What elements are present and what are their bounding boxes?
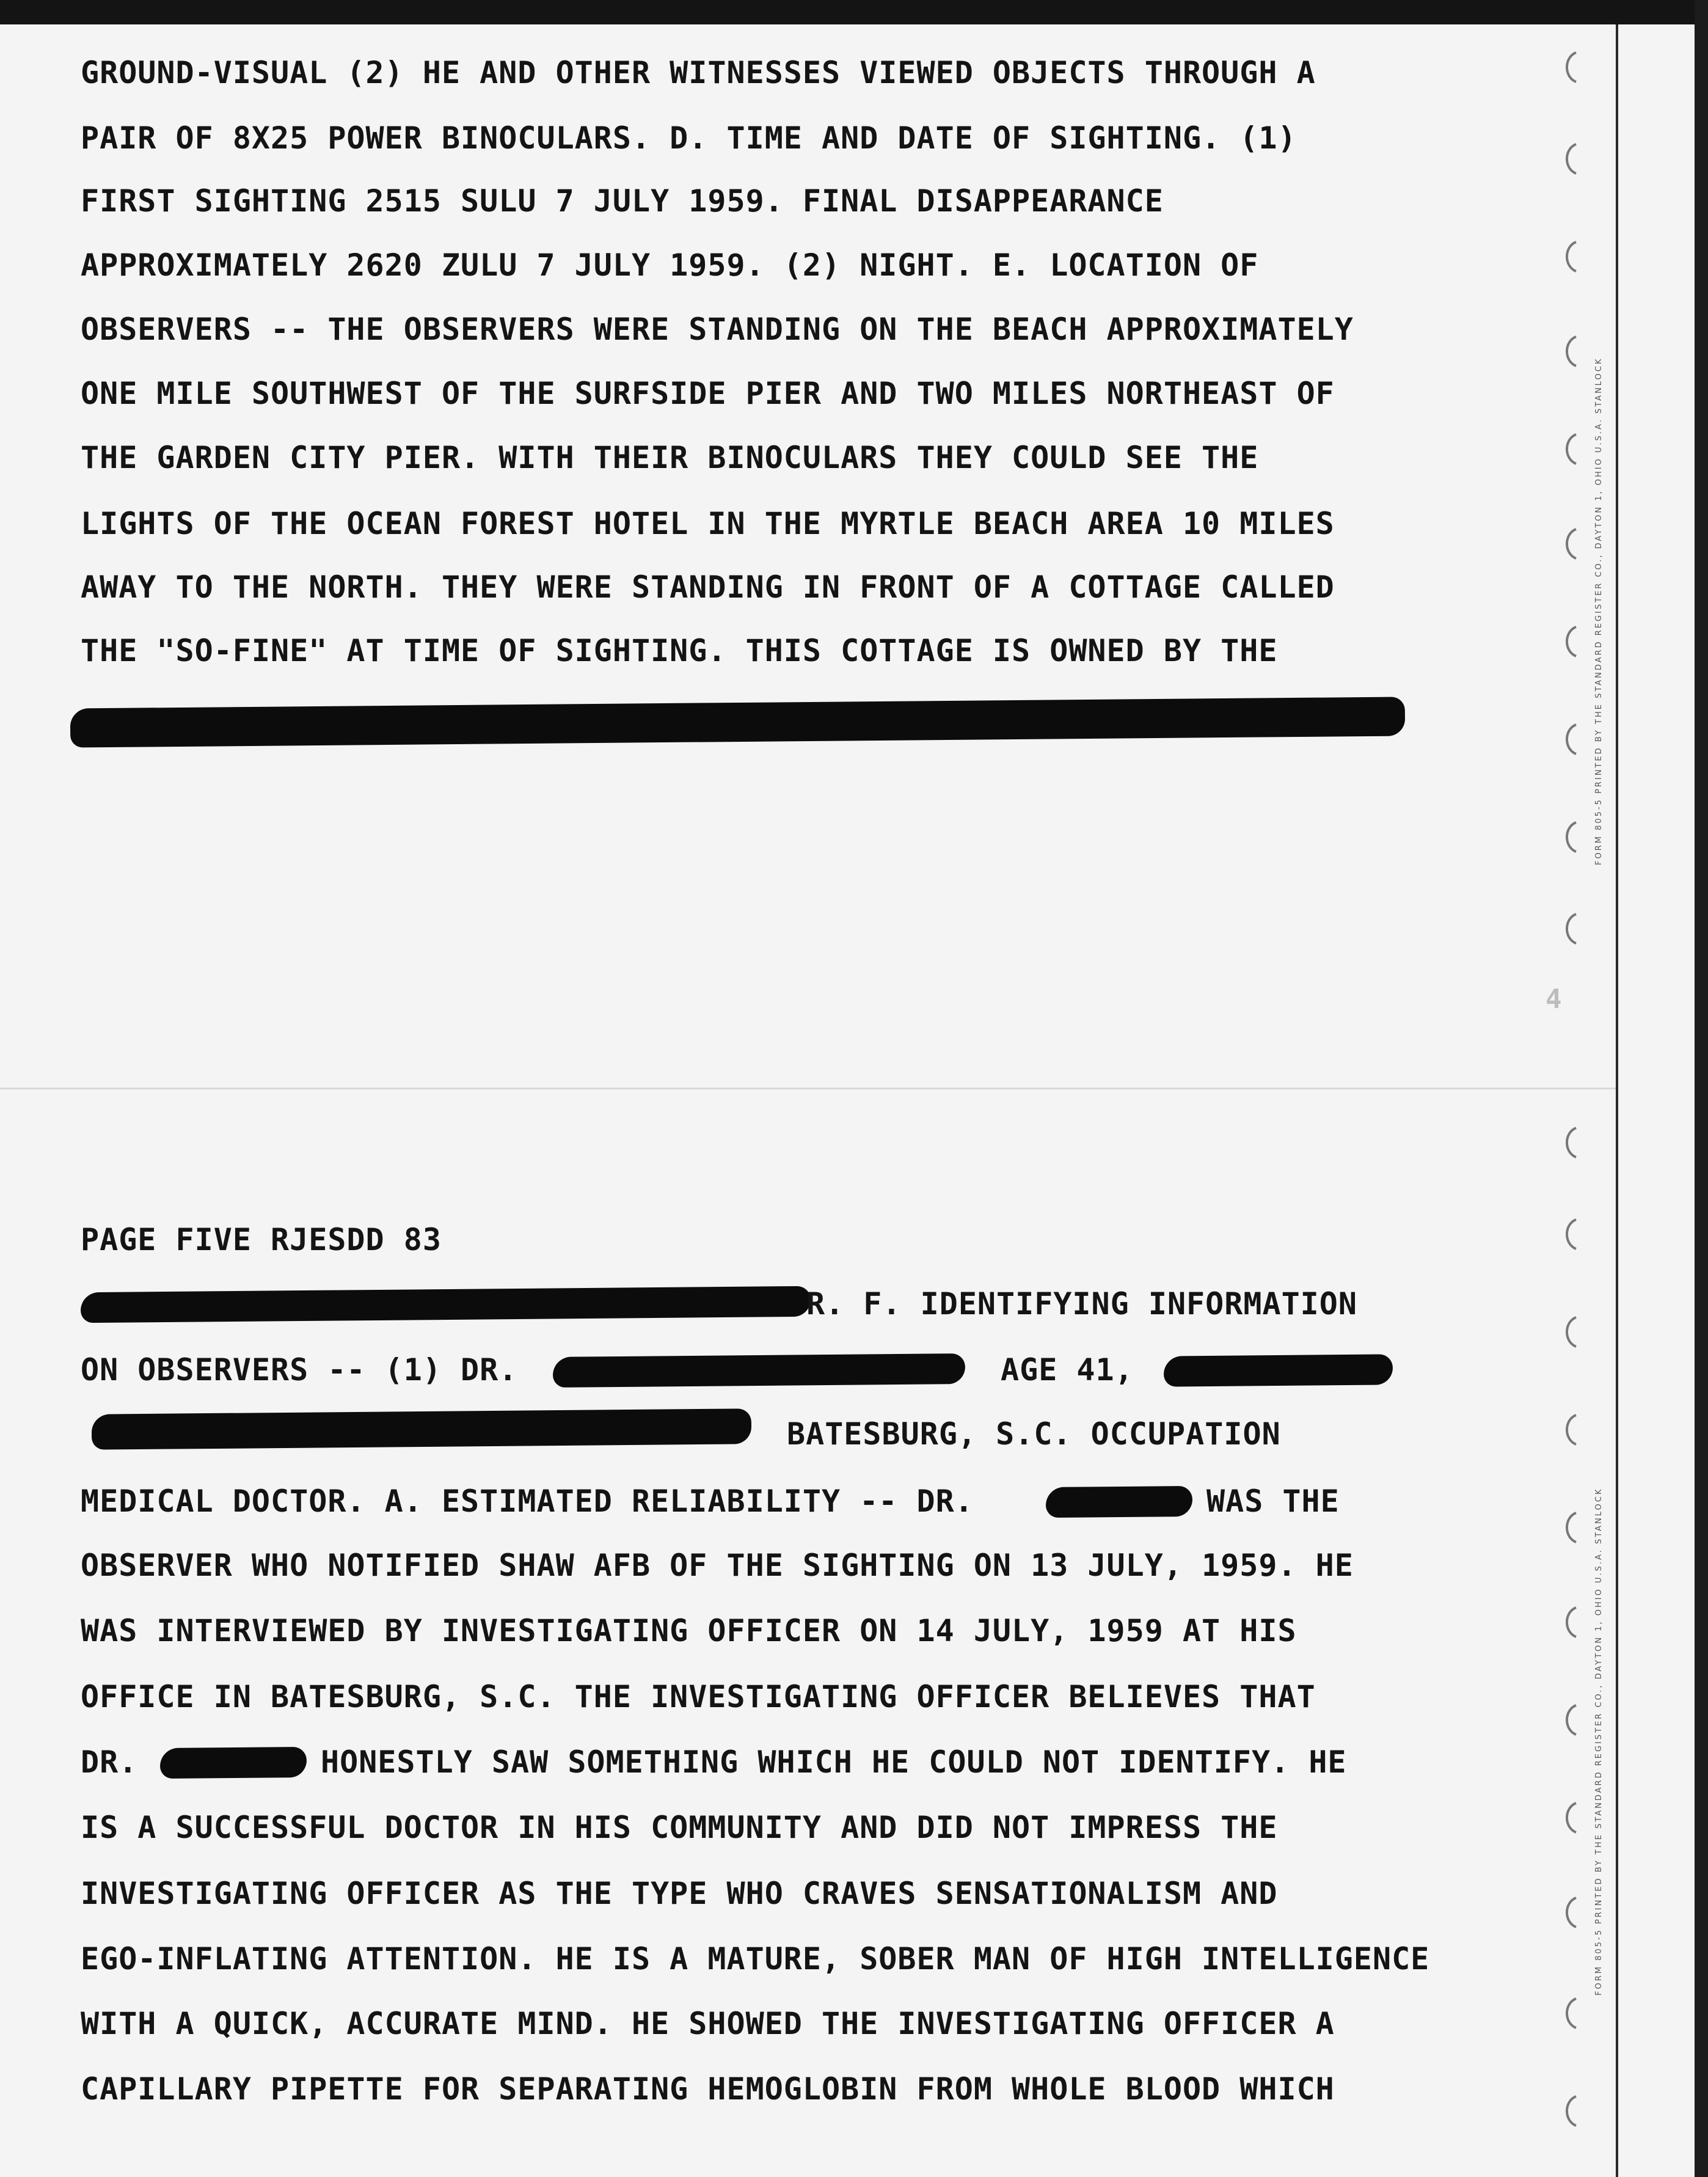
redaction-bar — [81, 1286, 811, 1323]
text-line: R. F. IDENTIFYING INFORMATION — [806, 1286, 1357, 1322]
text-line: ON OBSERVERS -- (1) DR. — [81, 1352, 518, 1388]
redaction-bar — [92, 1408, 751, 1449]
tractor-hole-icon — [1558, 333, 1582, 370]
scan-top-border — [0, 0, 1708, 24]
tractor-hole-icon — [1558, 819, 1582, 855]
tractor-hole-icon — [1558, 238, 1582, 275]
form-margin-text-upper: FORM 805-5 PRINTED BY THE STANDARD REGISTER CO., DAYTON 1, OHIO U.S.A. STANLOCK — [1594, 357, 1604, 865]
text-line: GROUND-VISUAL (2) HE AND OTHER WITNESSES VIEWED OBJECTS THROUGH A — [81, 55, 1316, 90]
text-line: MEDICAL DOCTOR. A. ESTIMATED RELIABILITY -- DR. — [81, 1484, 974, 1519]
text-line: OFFICE IN BATESBURG, S.C. THE INVESTIGATING OFFICER BELIEVES THAT — [81, 1679, 1316, 1714]
redaction-bar — [1046, 1486, 1192, 1518]
page-fold-line — [0, 1088, 1616, 1089]
tractor-hole-icon — [1558, 623, 1582, 660]
text-line: INVESTIGATING OFFICER AS THE TYPE WHO CRAVES SENSATIONALISM AND — [81, 1876, 1278, 1911]
tractor-hole-icon — [1558, 910, 1582, 947]
text-line: WAS INTERVIEWED BY INVESTIGATING OFFICER ON 14 JULY, 1959 AT HIS — [81, 1613, 1297, 1648]
tractor-hole-icon — [1558, 1411, 1582, 1448]
tractor-hole-icon — [1558, 1124, 1582, 1161]
text-line: WAS THE — [1206, 1484, 1340, 1519]
redaction-bar — [160, 1747, 307, 1779]
tractor-hole-icon — [1558, 1799, 1582, 1836]
text-line: FIRST SIGHTING 2515 SULU 7 JULY 1959. FINAL DISAPPEARANCE — [81, 183, 1164, 219]
tractor-hole-icon — [1558, 1509, 1582, 1546]
margin-rule — [1616, 24, 1618, 2177]
text-line: THE GARDEN CITY PIER. WITH THEIR BINOCULARS THEY COULD SEE THE — [81, 440, 1259, 475]
document-page — [0, 24, 1695, 2177]
text-line: EGO-INFLATING ATTENTION. HE IS A MATURE, SOBER MAN OF HIGH INTELLIGENCE — [81, 1941, 1430, 1977]
text-line: OBSERVERS -- THE OBSERVERS WERE STANDING ON THE BEACH APPROXIMATELY — [81, 312, 1354, 347]
text-line: IS A SUCCESSFUL DOCTOR IN HIS COMMUNITY AND DID NOT IMPRESS THE — [81, 1810, 1278, 1845]
text-line: AWAY TO THE NORTH. THEY WERE STANDING IN FRONT OF A COTTAGE CALLED — [81, 569, 1335, 605]
text-line: HONESTLY SAW SOMETHING WHICH HE COULD NOT IDENTIFY. HE — [321, 1744, 1347, 1780]
tractor-hole-icon — [1558, 431, 1582, 467]
tractor-hole-icon — [1558, 1894, 1582, 1931]
text-line: APPROXIMATELY 2620 ZULU 7 JULY 1959. (2) NIGHT. E. LOCATION OF — [81, 247, 1259, 283]
text-line: THE "SO-FINE" AT TIME OF SIGHTING. THIS COTTAGE IS OWNED BY THE — [81, 633, 1278, 668]
text-line: WITH A QUICK, ACCURATE MIND. HE SHOWED THE INVESTIGATING OFFICER A — [81, 2006, 1335, 2041]
text-line: CAPILLARY PIPETTE FOR SEPARATING HEMOGLOBIN FROM WHOLE BLOOD WHICH — [81, 2071, 1335, 2107]
scan-right-border — [1695, 0, 1708, 2177]
page-header: PAGE FIVE RJESDD 83 — [81, 1222, 442, 1257]
text-line: DR. — [81, 1744, 138, 1780]
tractor-hole-icon — [1558, 721, 1582, 758]
text-line: AGE 41, — [1001, 1352, 1134, 1388]
text-line: LIGHTS OF THE OCEAN FOREST HOTEL IN THE MYRTLE BEACH AREA 10 MILES — [81, 506, 1335, 541]
tractor-hole-icon — [1558, 525, 1582, 562]
text-line: PAIR OF 8X25 POWER BINOCULARS. D. TIME AND DATE OF SIGHTING. (1) — [81, 120, 1297, 156]
tractor-hole-icon — [1558, 1216, 1582, 1253]
tractor-hole-icon — [1558, 2093, 1582, 2129]
text-line: BATESBURG, S.C. OCCUPATION — [787, 1416, 1281, 1452]
tractor-hole-icon — [1558, 1314, 1582, 1350]
text-line: OBSERVER WHO NOTIFIED SHAW AFB OF THE SIGHTING ON 13 JULY, 1959. HE — [81, 1548, 1354, 1583]
tractor-hole-icon — [1558, 1604, 1582, 1641]
text-line: ONE MILE SOUTHWEST OF THE SURFSIDE PIER AND TWO MILES NORTHEAST OF — [81, 376, 1335, 411]
form-margin-text-lower: FORM 805-5 PRINTED BY THE STANDARD REGISTER CO., DAYTON 1, OHIO U.S.A. STANLOCK — [1594, 1487, 1604, 1996]
tractor-hole-icon — [1558, 1702, 1582, 1738]
tractor-hole-icon — [1558, 49, 1582, 86]
tractor-hole-icon — [1558, 141, 1582, 177]
faint-mark: 4 — [1546, 984, 1562, 1015]
redaction-bar — [1164, 1354, 1393, 1386]
redaction-bar — [553, 1353, 965, 1388]
tractor-hole-icon — [1558, 1995, 1582, 2032]
